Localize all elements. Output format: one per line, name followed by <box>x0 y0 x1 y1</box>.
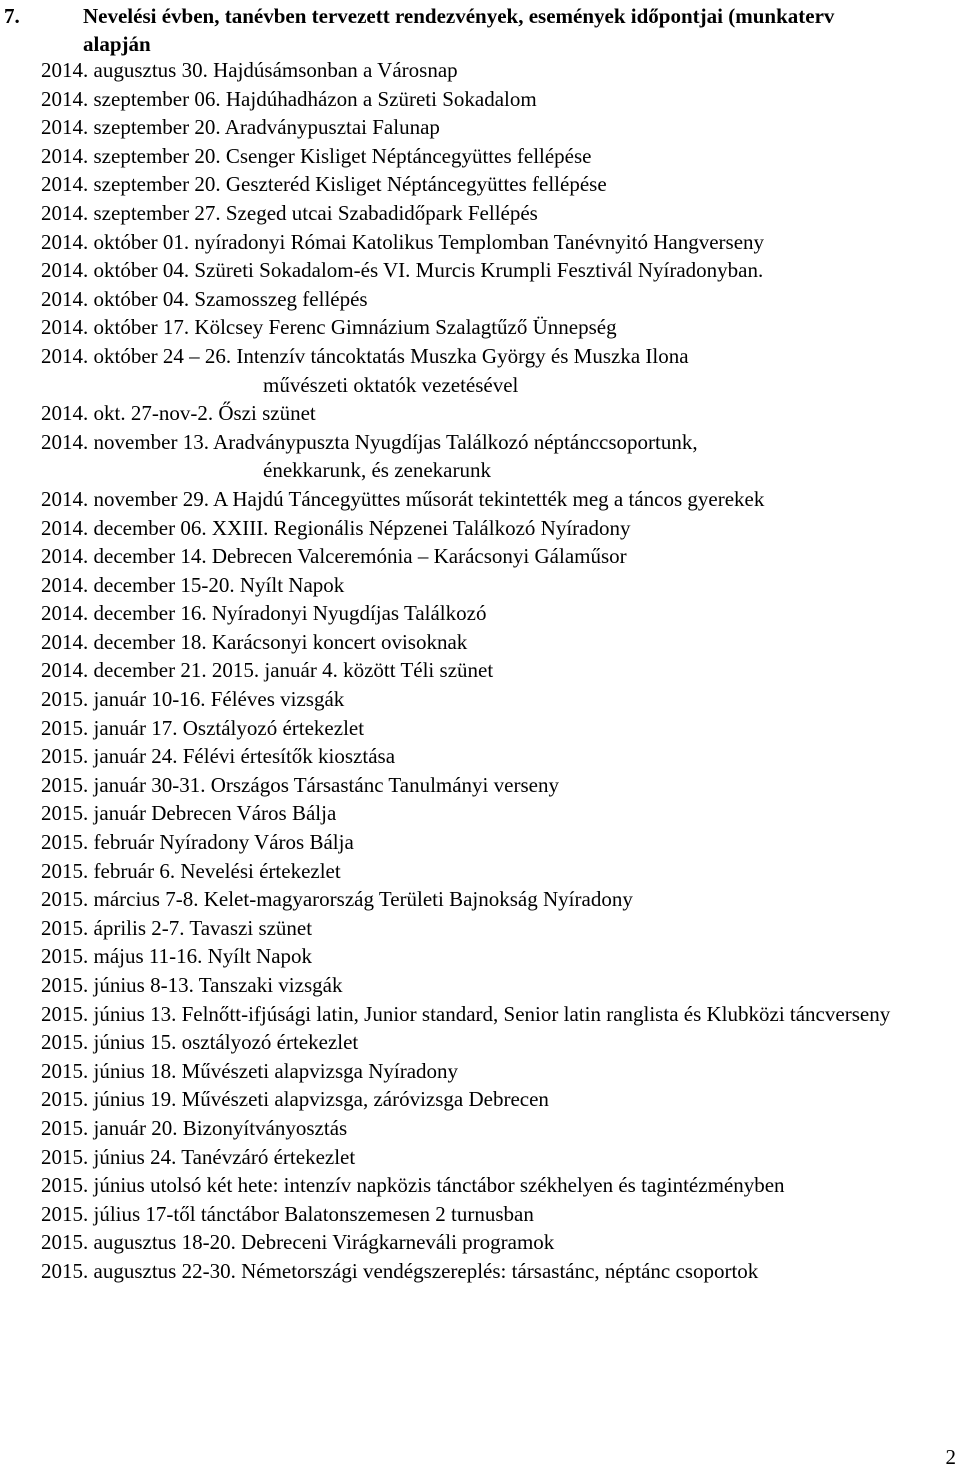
event-date: 2014. december 18. <box>41 629 207 654</box>
event-description: Hajdúsámsonban a Városnap <box>213 58 458 82</box>
section-title: Nevelési évben, tanévben tervezett rendezvények, események időpontjai (munkaterv alapján <box>83 4 835 56</box>
event-row <box>41 656 959 685</box>
event-date: 2014. október 24 – 26. <box>41 343 232 368</box>
event-date: 2015. január <box>41 801 146 826</box>
event-date: 2014. szeptember 20. <box>41 115 221 140</box>
event-row <box>41 85 959 114</box>
event-date: 2014. december 14. <box>41 544 207 569</box>
event-description: Karácsonyi koncert ovisoknak <box>211 629 468 654</box>
event-description: Hajdúhadházon a Szüreti Sokadalom <box>225 86 537 111</box>
event-description: Kelet-magyarország Területi Bajnokság Nyíradony <box>203 887 633 912</box>
event-description-continued: művészeti oktatók vezetésével <box>263 372 519 397</box>
event-row <box>41 685 959 714</box>
event-row <box>41 428 959 457</box>
event-date: 2015. augusztus 22-30. <box>41 1258 236 1283</box>
event-date: 2015. január 30-31. <box>41 772 206 797</box>
event-date: 2014. október 04. <box>41 286 190 311</box>
event-description: Nyíradony Város Bálja <box>159 830 354 855</box>
event-description: nyíradonyi Római Katolikus Templomban Tanévnyitó Hangverseny <box>194 229 765 254</box>
event-description-continued: énekkarunk, és zenekarunk <box>263 458 491 483</box>
section-number: 7. <box>4 4 20 28</box>
event-date: 2014. november 29. <box>41 486 209 511</box>
event-description: tánctábor Balatonszemesen 2 turnusban <box>200 1201 534 1226</box>
event-date: 2014. augusztus 30. <box>41 58 208 82</box>
event-row <box>41 113 959 142</box>
event-description: Őszi szünet <box>218 401 316 426</box>
event-date: 2015. március 7-8. <box>41 887 199 912</box>
event-description: Csenger Kisliget Néptáncegyüttes fellépése <box>225 143 592 168</box>
event-date: 2015. február 6. <box>41 858 176 883</box>
event-row <box>41 542 959 571</box>
event-date: 2015. június utolsó két hete: <box>41 1173 279 1198</box>
event-date: 2015. június 15. <box>41 1030 177 1055</box>
event-date: 2015. július 17-től <box>41 1201 196 1226</box>
event-date: 2014. okt. 27-nov-2. <box>41 401 214 426</box>
event-description: Felnőtt-ifjúsági latin, Junior standard, Senior latin ranglista és Klubközi táncverseny <box>181 1001 891 1026</box>
event-description: intenzív napközis tánctábor székhelyen és tagintézményben <box>283 1173 785 1198</box>
event-description: Művészeti alapvizsga, záróvizsga Debrecen <box>181 1087 549 1112</box>
event-row <box>41 628 959 657</box>
event-description: Németországi vendégszereplés: társastánc, néptánc csoportok <box>241 1258 759 1283</box>
event-description: Bizonyítványosztás <box>182 1115 348 1140</box>
event-date: 2015. augusztus 18-20. <box>41 1230 236 1255</box>
event-description: Szüreti Sokadalom-és VI. Murcis Krumpli Fesztivál Nyíradonyban. <box>194 258 764 283</box>
event-row <box>41 142 959 171</box>
event-date: 2014. október 17. <box>41 315 190 340</box>
event-row <box>41 885 959 914</box>
event-row <box>41 571 959 600</box>
event-description: Debreceni Virágkarneváli programok <box>241 1230 555 1255</box>
event-description: Aradványpuszta Nyugdíjas Találkozó néptánccsoportunk, <box>213 429 698 454</box>
event-date: 2014. szeptember 27. <box>41 200 221 225</box>
event-row <box>41 914 959 943</box>
event-row <box>41 714 959 743</box>
event-description: Debrecen Valceremónia – Karácsonyi Gálaműsor <box>211 544 627 569</box>
event-row <box>41 1114 959 1143</box>
event-row <box>41 514 959 543</box>
event-row <box>41 799 959 828</box>
event-date: 2014. szeptember 20. <box>41 172 221 197</box>
event-row <box>41 399 959 428</box>
event-date: 2015. január 20. <box>41 1115 178 1140</box>
event-row <box>41 1028 959 1057</box>
event-row <box>41 1000 959 1029</box>
event-row <box>41 971 959 1000</box>
event-list <box>41 56 959 1286</box>
event-description: osztályozó értekezlet <box>181 1030 359 1055</box>
event-row <box>41 942 959 971</box>
event-description: Tavaszi szünet <box>189 915 313 940</box>
event-row <box>41 742 959 771</box>
event-description: Nevelési értekezlet <box>180 858 341 883</box>
event-description: Aradványpusztai Falunap <box>224 115 440 140</box>
event-row <box>41 1085 959 1114</box>
event-row <box>41 1257 959 1286</box>
event-description: Tanszaki vizsgák <box>198 973 343 997</box>
event-date: 2015. január 17. <box>41 715 178 740</box>
event-row <box>41 285 959 314</box>
event-description: Szamosszeg fellépés <box>194 286 368 311</box>
event-date: 2014. szeptember 20. <box>41 143 221 168</box>
event-description: Intenzív táncoktatás Muszka György és Muszka Ilona <box>236 343 689 368</box>
event-description: Nyílt Napok <box>239 572 345 597</box>
event-date: 2014. október 01. <box>41 229 190 254</box>
event-row <box>41 256 959 285</box>
event-description: Szeged utcai Szabadidőpark Fellépés <box>225 200 538 225</box>
event-date: 2014. december 21. 2015. január 4. <box>41 658 338 683</box>
event-description: Geszteréd Kisliget Néptáncegyüttes fellépése <box>225 172 607 197</box>
event-date: 2015. június 8-13. <box>41 973 194 997</box>
event-row <box>41 228 959 257</box>
event-row <box>41 828 959 857</box>
page-number: 2 <box>945 1445 956 1469</box>
event-row <box>41 857 959 886</box>
event-description: Debrecen Város Bálja <box>151 801 337 826</box>
event-row <box>41 1200 959 1229</box>
event-date: 2015. február <box>41 830 155 855</box>
event-date: 2014. december 06. <box>41 515 207 540</box>
event-row <box>41 771 959 800</box>
event-row <box>41 170 959 199</box>
event-description: Osztályozó értekezlet <box>182 715 365 740</box>
event-description: között Téli szünet <box>343 658 494 683</box>
event-date: 2015. május 11-16. <box>41 944 203 969</box>
event-date: 2014. szeptember 06. <box>41 86 221 111</box>
event-row <box>41 1143 959 1172</box>
event-description: XXIII. Regionális Népzenei Találkozó Nyíradony <box>211 515 631 540</box>
event-row <box>41 1228 959 1257</box>
event-date: 2015. június 24. <box>41 1144 177 1169</box>
event-date: 2015. június 13. <box>41 1001 177 1026</box>
event-description: Kölcsey Ferenc Gimnázium Szalagtűző Ünnepség <box>194 315 617 340</box>
event-description: Nyíradonyi Nyugdíjas Találkozó <box>211 601 487 626</box>
event-description: Nyílt Napok <box>207 944 313 969</box>
event-description: A Hajdú Táncegyüttes műsorát tekintették meg a táncos gyerekek <box>213 486 765 511</box>
event-date: 2014. október 04. <box>41 258 190 283</box>
event-row <box>41 313 959 342</box>
event-date: 2014. november 13. <box>41 429 209 454</box>
event-description: Féléves vizsgák <box>210 687 345 712</box>
event-description: Művészeti alapvizsga Nyíradony <box>181 1058 459 1083</box>
event-date: 2015. április 2-7. <box>41 915 185 940</box>
event-row <box>41 1057 959 1086</box>
event-date: 2015. június 19. <box>41 1087 177 1112</box>
event-date: 2014. december 15-20. <box>41 572 235 597</box>
event-date: 2015. január 24. <box>41 744 178 769</box>
event-description: Országos Társastánc Tanulmányi verseny <box>210 772 559 797</box>
event-date: 2014. december 16. <box>41 601 207 626</box>
event-description: Tanévzáró értekezlet <box>181 1144 356 1169</box>
event-row <box>41 599 959 628</box>
event-date: 2015. január 10-16. <box>41 687 206 712</box>
event-description: Félévi értesítők kiosztása <box>182 744 396 769</box>
event-date: 2015. június 18. <box>41 1058 177 1083</box>
event-row <box>41 199 959 228</box>
event-row <box>41 342 959 371</box>
event-row <box>41 1171 959 1200</box>
event-row <box>41 56 959 85</box>
event-row <box>41 485 959 514</box>
